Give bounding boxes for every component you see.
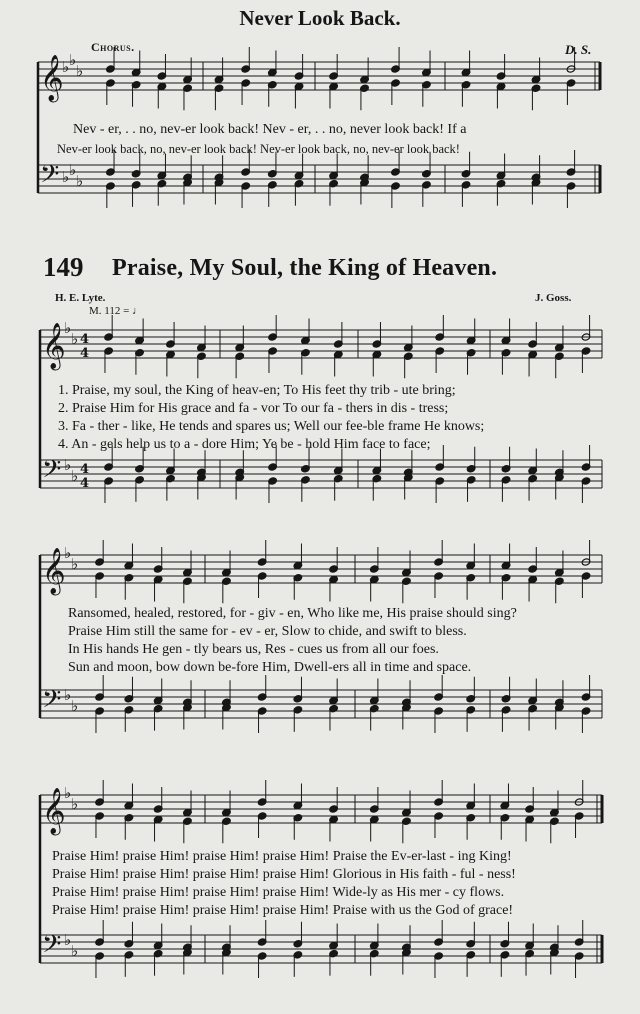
flat-sign: ♭ [71,467,79,485]
flat-sign: ♭ [64,319,72,337]
ds-mark: D. S. [565,42,592,57]
chorus-label: Chorus. [91,40,135,54]
time-signature: 4 [80,476,90,491]
lyric-line: Praise Him still the same for - ev - er, Slow to chide, and swift to bless. [68,624,467,639]
flat-sign: ♭ [76,172,84,190]
lyric-line: Sun and moon, bow down be-fore Him, Dwell-ers all in time and space. [68,660,472,675]
flat-sign: ♭ [64,456,72,474]
flat-sign: ♭ [64,931,72,949]
bass-clef: 𝄢 [42,685,62,720]
flat-sign: ♭ [71,942,79,960]
lyric-line: 3. Fa - ther - like, He tends and spares us; Well our fee-ble frame He knows; [58,419,485,434]
flat-sign: ♭ [71,697,79,715]
hymn-number: 149 [43,252,84,282]
flat-sign: ♭ [71,555,79,573]
treble-clef: 𝄞 [42,323,66,369]
author-credit: H. E. Lyte. [55,292,106,304]
metronome-mark: M. 112 = ♩ [89,305,144,317]
flat-sign: ♭ [64,686,72,704]
flat-sign: ♭ [62,58,70,76]
lyric-line: In His hands He gen - tly bears us, Res - cues us from all our foes. [68,642,439,657]
treble-clef: 𝄞 [42,548,66,594]
treble-clef: 𝄞 [42,788,66,834]
lyric-line: 1. Praise, my soul, the King of heav-en; To His feet thy trib - ute bring; [58,383,456,398]
time-signature: 4 [80,346,90,361]
hymn-title: Never Look Back. [239,6,401,30]
time-signature: 4 [80,332,90,347]
flat-sign: ♭ [64,784,72,802]
lyric-line: Praise Him! praise Him! praise Him! praise Him! Praise with us the God of grace! [52,903,514,918]
lyric-line: 4. An - gels help us to a - dore Him; Ye be - hold Him face to face; [58,437,431,452]
flat-sign: ♭ [62,168,70,186]
flat-sign: ♭ [69,161,77,179]
hymn-title: Praise, My Soul, the King of Heaven. [112,255,498,281]
flat-sign: ♭ [76,62,84,80]
time-signature: 4 [80,462,90,477]
bass-clef: 𝄢 [40,160,60,195]
treble-clef: 𝄞 [40,55,64,101]
flat-sign: ♭ [71,330,79,348]
lyric-line: Nev - er, . . no, nev-er look back! Nev - er, . . no, never look back! If a [73,122,467,137]
flat-sign: ♭ [69,51,77,69]
composer-credit: J. Goss. [535,292,572,304]
lyric-line: Praise Him! praise Him! praise Him! praise Him! Glorious in His faith - ful - ness! [52,867,516,882]
flat-sign: ♭ [64,544,72,562]
lyric-line: Praise Him! praise Him! praise Him! praise Him! Wide-ly as His mer - cy flows. [52,885,505,900]
flat-sign: ♭ [71,795,79,813]
lyric-line: Ransomed, healed, restored, for - giv - en, Who like me, His praise should sing? [68,606,517,621]
lyric-line: Nev-er look back, no, nev-er look back! Nev-er look back, no, nev-er look back! [57,142,460,156]
bass-clef: 𝄢 [42,455,62,490]
bass-clef: 𝄢 [42,930,62,965]
lyric-line: 2. Praise Him for His grace and fa - vor To our fa - thers in dis - tress; [58,401,449,416]
lyric-line: Praise Him! praise Him! praise Him! praise Him! Praise the Ev-er-last - ing King! [52,849,512,864]
